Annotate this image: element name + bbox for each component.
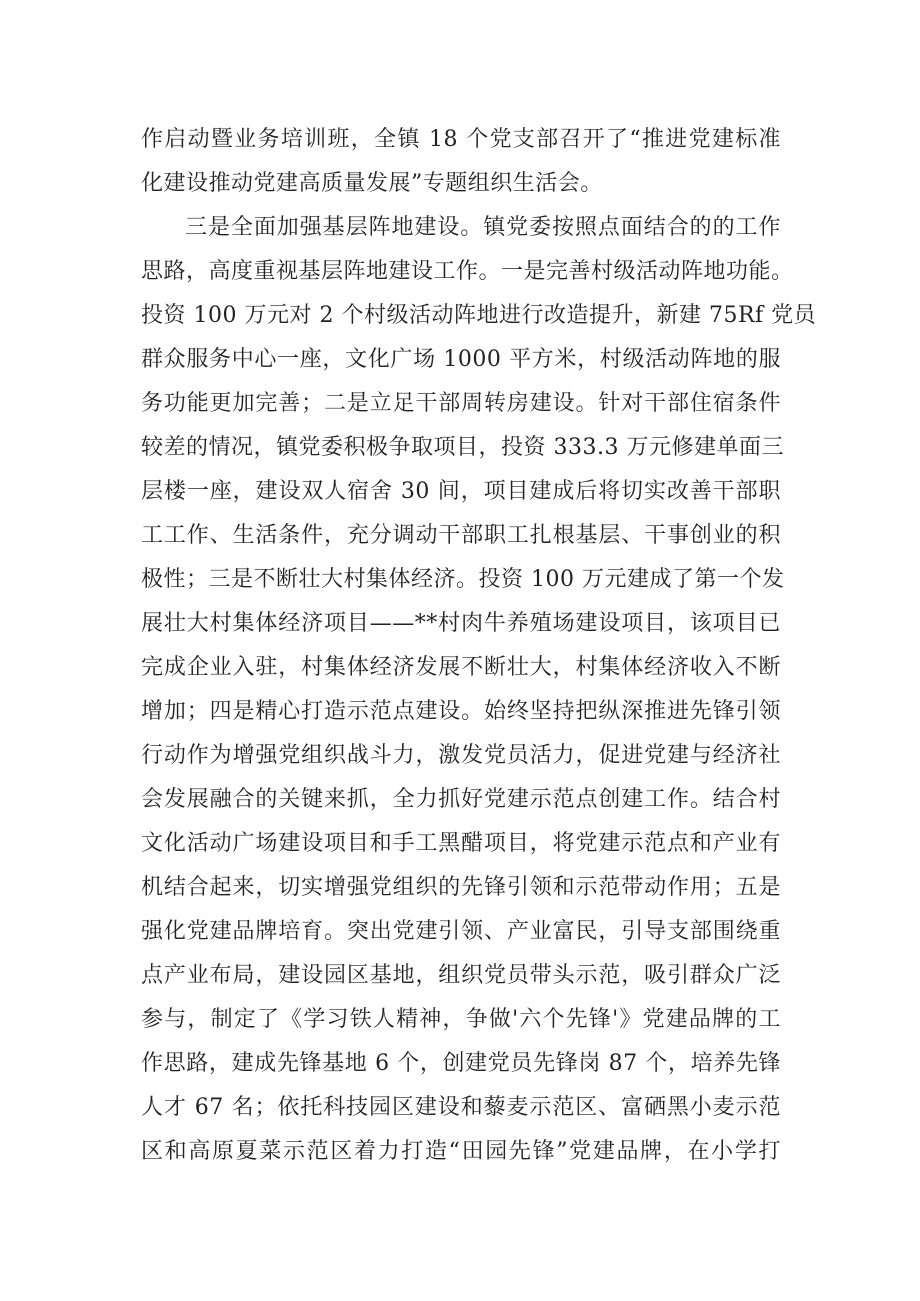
text-line: 展壮大村集体经济项目——**村肉牛养殖场建设项目，该项目已 (141, 611, 781, 636)
text-line: 行动作为增强党组织战斗力，激发党员活力，促进党建与经济社 (141, 743, 781, 768)
text-line: 群众服务中心一座，文化广场 1000 平方米，村级活动阵地的服 (141, 347, 781, 372)
text-line: 极性；三是不断壮大村集体经济。投资 100 万元建成了第一个发 (141, 567, 785, 592)
text-line: 会发展融合的关键来抓，全力抓好党建示范点创建工作。结合村 (141, 787, 781, 812)
text-line: 文化活动广场建设项目和手工黑醋项目，将党建示范点和产业有 (141, 831, 781, 856)
text-line: 三是全面加强基层阵地建设。镇党委按照点面结合的的工作 (185, 215, 781, 240)
document-body (141, 118, 817, 1174)
text-line: 工工作、生活条件，充分调动干部职工扎根基层、干事创业的积 (141, 523, 781, 548)
text-line: 增加；四是精心打造示范点建设。始终坚持把纵深推进先锋引领 (141, 699, 781, 724)
text-line: 强化党建品牌培育。突出党建引领、产业富民，引导支部围绕重 (141, 919, 781, 944)
text-line: 点产业布局，建设园区基地，组织党员带头示范，吸引群众广泛 (141, 963, 781, 988)
text-line: 务功能更加完善；二是立足干部周转房建设。针对干部住宿条件 (141, 391, 781, 416)
text-line: 人才 67 名；依托科技园区建设和藜麦示范区、富硒黑小麦示范 (141, 1095, 781, 1120)
text-line: 较差的情况，镇党委积极争取项目，投资 333.3 万元修建单面三 (141, 435, 784, 460)
text-line: 作思路，建成先锋基地 6 个，创建党员先锋岗 87 个，培养先锋 (141, 1051, 781, 1076)
text-line: 区和高原夏菜示范区着力打造“田园先锋”党建品牌，在小学打 (141, 1139, 781, 1164)
text-line: 思路，高度重视基层阵地建设工作。一是完善村级活动阵地功能。 (141, 259, 794, 284)
text-line: 层楼一座，建设双人宿舍 30 间，项目建成后将切实改善干部职 (141, 479, 781, 504)
text-line: 化建设推动党建高质量发展”专题组织生活会。 (141, 171, 603, 196)
text-line: 完成企业入驻，村集体经济发展不断壮大，村集体经济收入不断 (141, 655, 781, 680)
text-line: 参与，制定了《学习铁人精神，争做'六个先锋'》党建品牌的工 (141, 1007, 781, 1032)
text-line: 机结合起来，切实增强党组织的先锋引领和示范带动作用；五是 (141, 875, 781, 900)
text-line: 作启动暨业务培训班，全镇 18 个党支部召开了“推进党建标准 (141, 127, 781, 152)
text-line: 投资 100 万元对 2 个村级活动阵地进行改造提升，新建 75Rf 党员 (141, 303, 817, 328)
